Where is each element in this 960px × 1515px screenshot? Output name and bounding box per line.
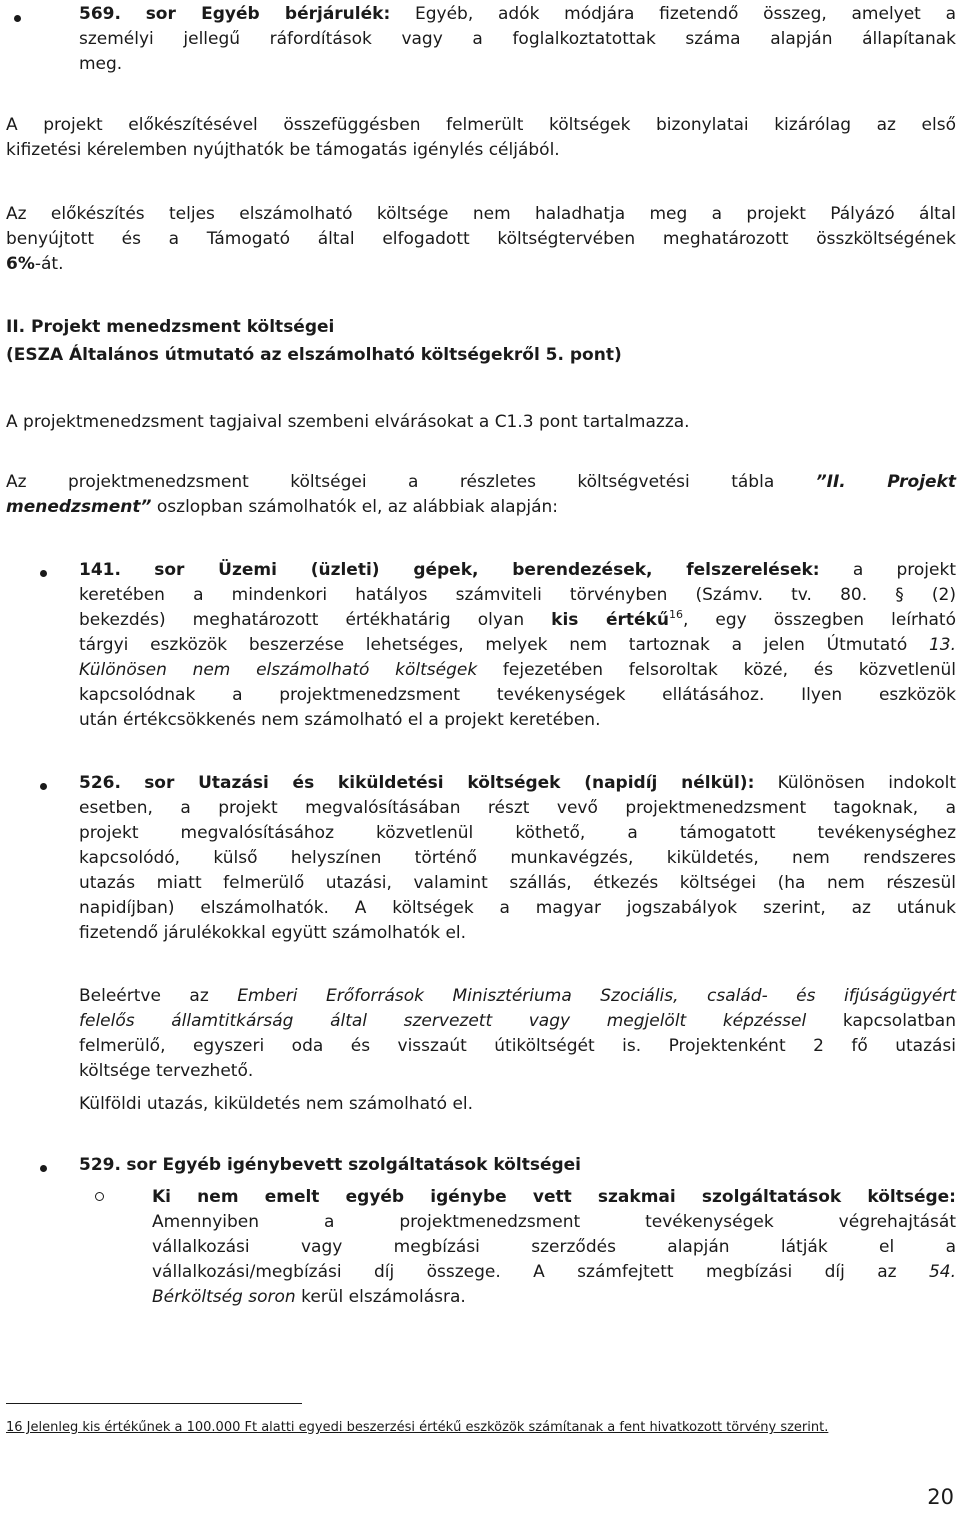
item-569 xyxy=(79,2,956,27)
item-526: 526. sor Utazási és kiküldetési költségek (napidíj nélkül): Különösen indokolt esetben, a projekt megvalósításában részt vevő projektmenedzsment tagoknak, a projekt megvalósításához közvetlenül köthető, a támogatott tevékenységhez kapcsolódó, külső helyszínen történő munkavégzés, kiküldetés, nem rendszeres utazás miatt felmerülő utazási, valamint szállás, étkezés költségei (ha nem részesül napidíjban) elszámolhatók. A költségek a magyar jogszabályok szerint, az utánuk fizetendő járulékokkal együtt számolhatók el. xyxy=(79,773,956,943)
section-title: II. Projekt menedzsment költségei xyxy=(6,317,335,337)
para-columns: Az projektmenedzsment költségei a részletes költségvetési tábla ”II. Projekt menedzsment” oszlopban számolhatók el, az alábbiak alapján: xyxy=(6,472,956,517)
item-569-cont: személyi jellegű ráfordítások vagy a foglalkoztatottak száma alapján állapítanak meg. xyxy=(79,29,956,74)
item-529-sub: Ki nem emelt egyéb igénybe vett szakmai szolgáltatások költsége: Amennyiben a projektmenedzsment tevékenységek végrehajtását vállalkozási vagy megbízási szerződés alapján látják el a vállalkozási/megbízási díj összege. A számfejtett megbízási díj az 54. Bérköltség soron kerül elszámolásra. xyxy=(152,1187,956,1307)
sub-bullet-circle xyxy=(95,1192,104,1201)
limit-percent: 6% xyxy=(6,254,35,274)
bullet-529 xyxy=(40,1165,47,1172)
item-526-para3: Külföldi utazás, kiküldetés nem számolható el. xyxy=(79,1094,474,1114)
bullet-141 xyxy=(40,570,47,577)
para-preparation: A projekt előkészítésével összefüggésben felmerült költségek bizonylatai kizárólag az első kifizetési kérelemben nyújthatók be támogatás igénylés céljából. xyxy=(6,115,956,160)
page-number: 20 xyxy=(927,1485,954,1509)
para-c13: A projektmenedzsment tagjaival szembeni elvárásokat a C1.3 pont tartalmazza. xyxy=(6,412,690,432)
footnote-separator xyxy=(6,1403,302,1404)
bullet-569 xyxy=(14,15,21,22)
item-529: 529. sor Egyéb igénybevett szolgáltatások költségei xyxy=(79,1155,581,1175)
bullet-526 xyxy=(40,783,47,790)
section-subtitle-wrap xyxy=(6,343,956,368)
section-heading xyxy=(6,315,956,340)
item-526-para2: Beleértve az Emberi Erőforrások Minisztériuma Szociális, család- és ifjúságügyért felelős államtitkárság által szervezett vagy megjelölt képzéssel kapcsolatban felmerülő, egyszeri oda és visszaút útiköltségét is. Projektenként 2 fő utazási költsége tervezhető. xyxy=(79,986,956,1081)
item-141: 141. sor Üzemi (üzleti) gépek, berendezések, felszerelések: a projekt keretében a mindenkori hatályos számviteli törvényben (Számv. tv. 80. § (2) bekezdés) meghatározott értékhatárig olyan kis értékű$^{16}$, egy összegben leírható tárgyi eszközök beszerzése lehetséges, melyek nem tartoznak a jelen Útmutató 13. Különösen nem elszámolható költségek fejezetében felsoroltak közé, és közvetlenül kapcsolódnak a projektmenedzsment tevékenységek ellátásához. Ilyen eszközök után értékcsökkenés nem számolható el a projekt keretében. xyxy=(79,560,956,730)
footnote-16: 16 Jelenleg kis értékűnek a 100.000 Ft alatti egyedi beszerzési értékű eszközök számítanak a fent hivatkozott törvény szerint. xyxy=(6,1420,829,1435)
footnote-ref-16: 16 xyxy=(668,608,683,621)
section-subtitle: (ESZA Általános útmutató az elszámolható költségekről 5. pont) xyxy=(6,345,622,365)
item-569-line1: 569. sor Egyéb bérjárulék: Egyéb, adók módjára fizetendő összeg, amelyet a xyxy=(79,4,956,24)
para-limit: Az előkészítés teljes elszámolható költsége nem haladhatja meg a projekt Pályázó által benyújtott és a Támogató által elfogadott költségtervében meghatározott összköltségének 6%-át. xyxy=(6,204,956,274)
